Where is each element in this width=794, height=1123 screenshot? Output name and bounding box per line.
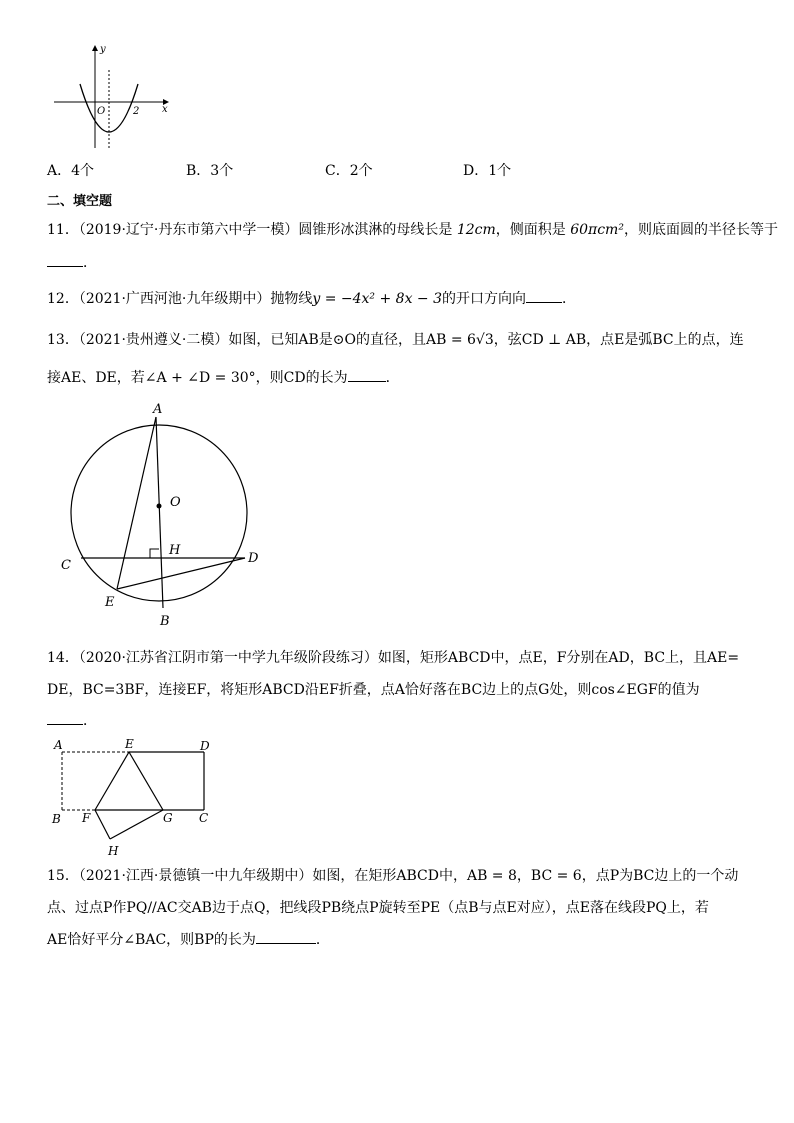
q15-line3: AE恰好平分∠BAC，则BP的长为 ．: [47, 929, 330, 950]
label-x: x: [162, 104, 168, 115]
q15-line1: 15．（2021·江西·景德镇一中九年级期中）如图，在矩形ABCD中，AB = 8，BC = 6，点P为BC边上的一个动: [47, 868, 739, 884]
label-c: C: [61, 558, 71, 573]
label-b: B: [52, 812, 61, 826]
label-a: A: [54, 738, 63, 752]
option-d: D．1个: [463, 163, 512, 179]
label-origin: O: [97, 106, 106, 117]
label-two: 2: [133, 106, 140, 117]
segment-fh: [95, 810, 110, 839]
segment-hg: [110, 810, 163, 839]
segment-eg: [129, 752, 163, 810]
center-point: [157, 504, 162, 509]
label-h: H: [108, 844, 119, 858]
segment-ef: [95, 752, 129, 810]
right-angle-mark: [150, 549, 159, 558]
label-e: E: [125, 737, 134, 751]
option-c: C．2个: [325, 163, 373, 179]
answer-blank[interactable]: [256, 929, 316, 944]
label-y: y: [100, 44, 106, 55]
label-h: H: [169, 543, 181, 558]
circle-figure: [55, 398, 275, 633]
label-d: D: [200, 739, 210, 753]
q13-line2: 接AE、DE，若∠A + ∠D = 30°，则CD的长为 ．: [47, 367, 400, 388]
rectangle-fold-figure: [48, 736, 228, 860]
parabola-figure: [50, 42, 175, 152]
label-c: C: [199, 811, 209, 825]
label-a: A: [153, 402, 163, 417]
answer-blank[interactable]: [47, 252, 83, 267]
label-e: E: [105, 595, 115, 610]
q15-line2: 点、过点P作PQ//AC交AB边于点Q，把线段PB绕点P旋转至PE（点B与点E对应），点E落在线段PQ上，若: [47, 900, 709, 916]
option-b: B．3个: [186, 163, 234, 179]
answer-blank[interactable]: [348, 367, 386, 382]
option-a: A．4个: [47, 163, 95, 179]
q11-line1: 11．（2019·辽宁·丹东市第六中学一模）圆锥形冰淇淋的母线长是 12cm，侧面积是 60πcm²，则底面圆的半径长等于: [47, 222, 778, 238]
q14-line1: 14．（2020·江苏省江阴市第一中学九年级阶段练习）如图，矩形ABCD中，点E，F分别在AD，BC上，且AE=: [47, 650, 740, 666]
q14-line2: DE，BC=3BF，连接EF，将矩形ABCD沿EF折叠，点A恰好落在BC边上的点G处，则cos∠EGF的值为: [47, 682, 700, 698]
q13-line1: 13．（2021·贵州遵义·二模）如图，已知AB是⊙O的直径，且AB = 6√3，弦CD ⊥ AB，点E是弧BC上的点，连: [47, 332, 744, 348]
label-b: B: [160, 614, 170, 629]
section-title: 二、填空题: [47, 194, 113, 209]
q14-line3: ．: [47, 710, 97, 731]
label-f: F: [82, 811, 91, 825]
label-d: D: [248, 551, 259, 566]
q12-line: 12．（2021·广西河池·九年级期中）抛物线y = −4x² + 8x − 3的开口方向向 ．: [47, 288, 576, 309]
label-o: O: [170, 495, 181, 510]
label-g: G: [163, 811, 173, 825]
answer-blank[interactable]: [526, 288, 562, 303]
q11-line2: ．: [47, 252, 97, 273]
segment-ae: [117, 417, 156, 589]
answer-blank[interactable]: [47, 710, 83, 725]
segment-de: [117, 558, 245, 589]
